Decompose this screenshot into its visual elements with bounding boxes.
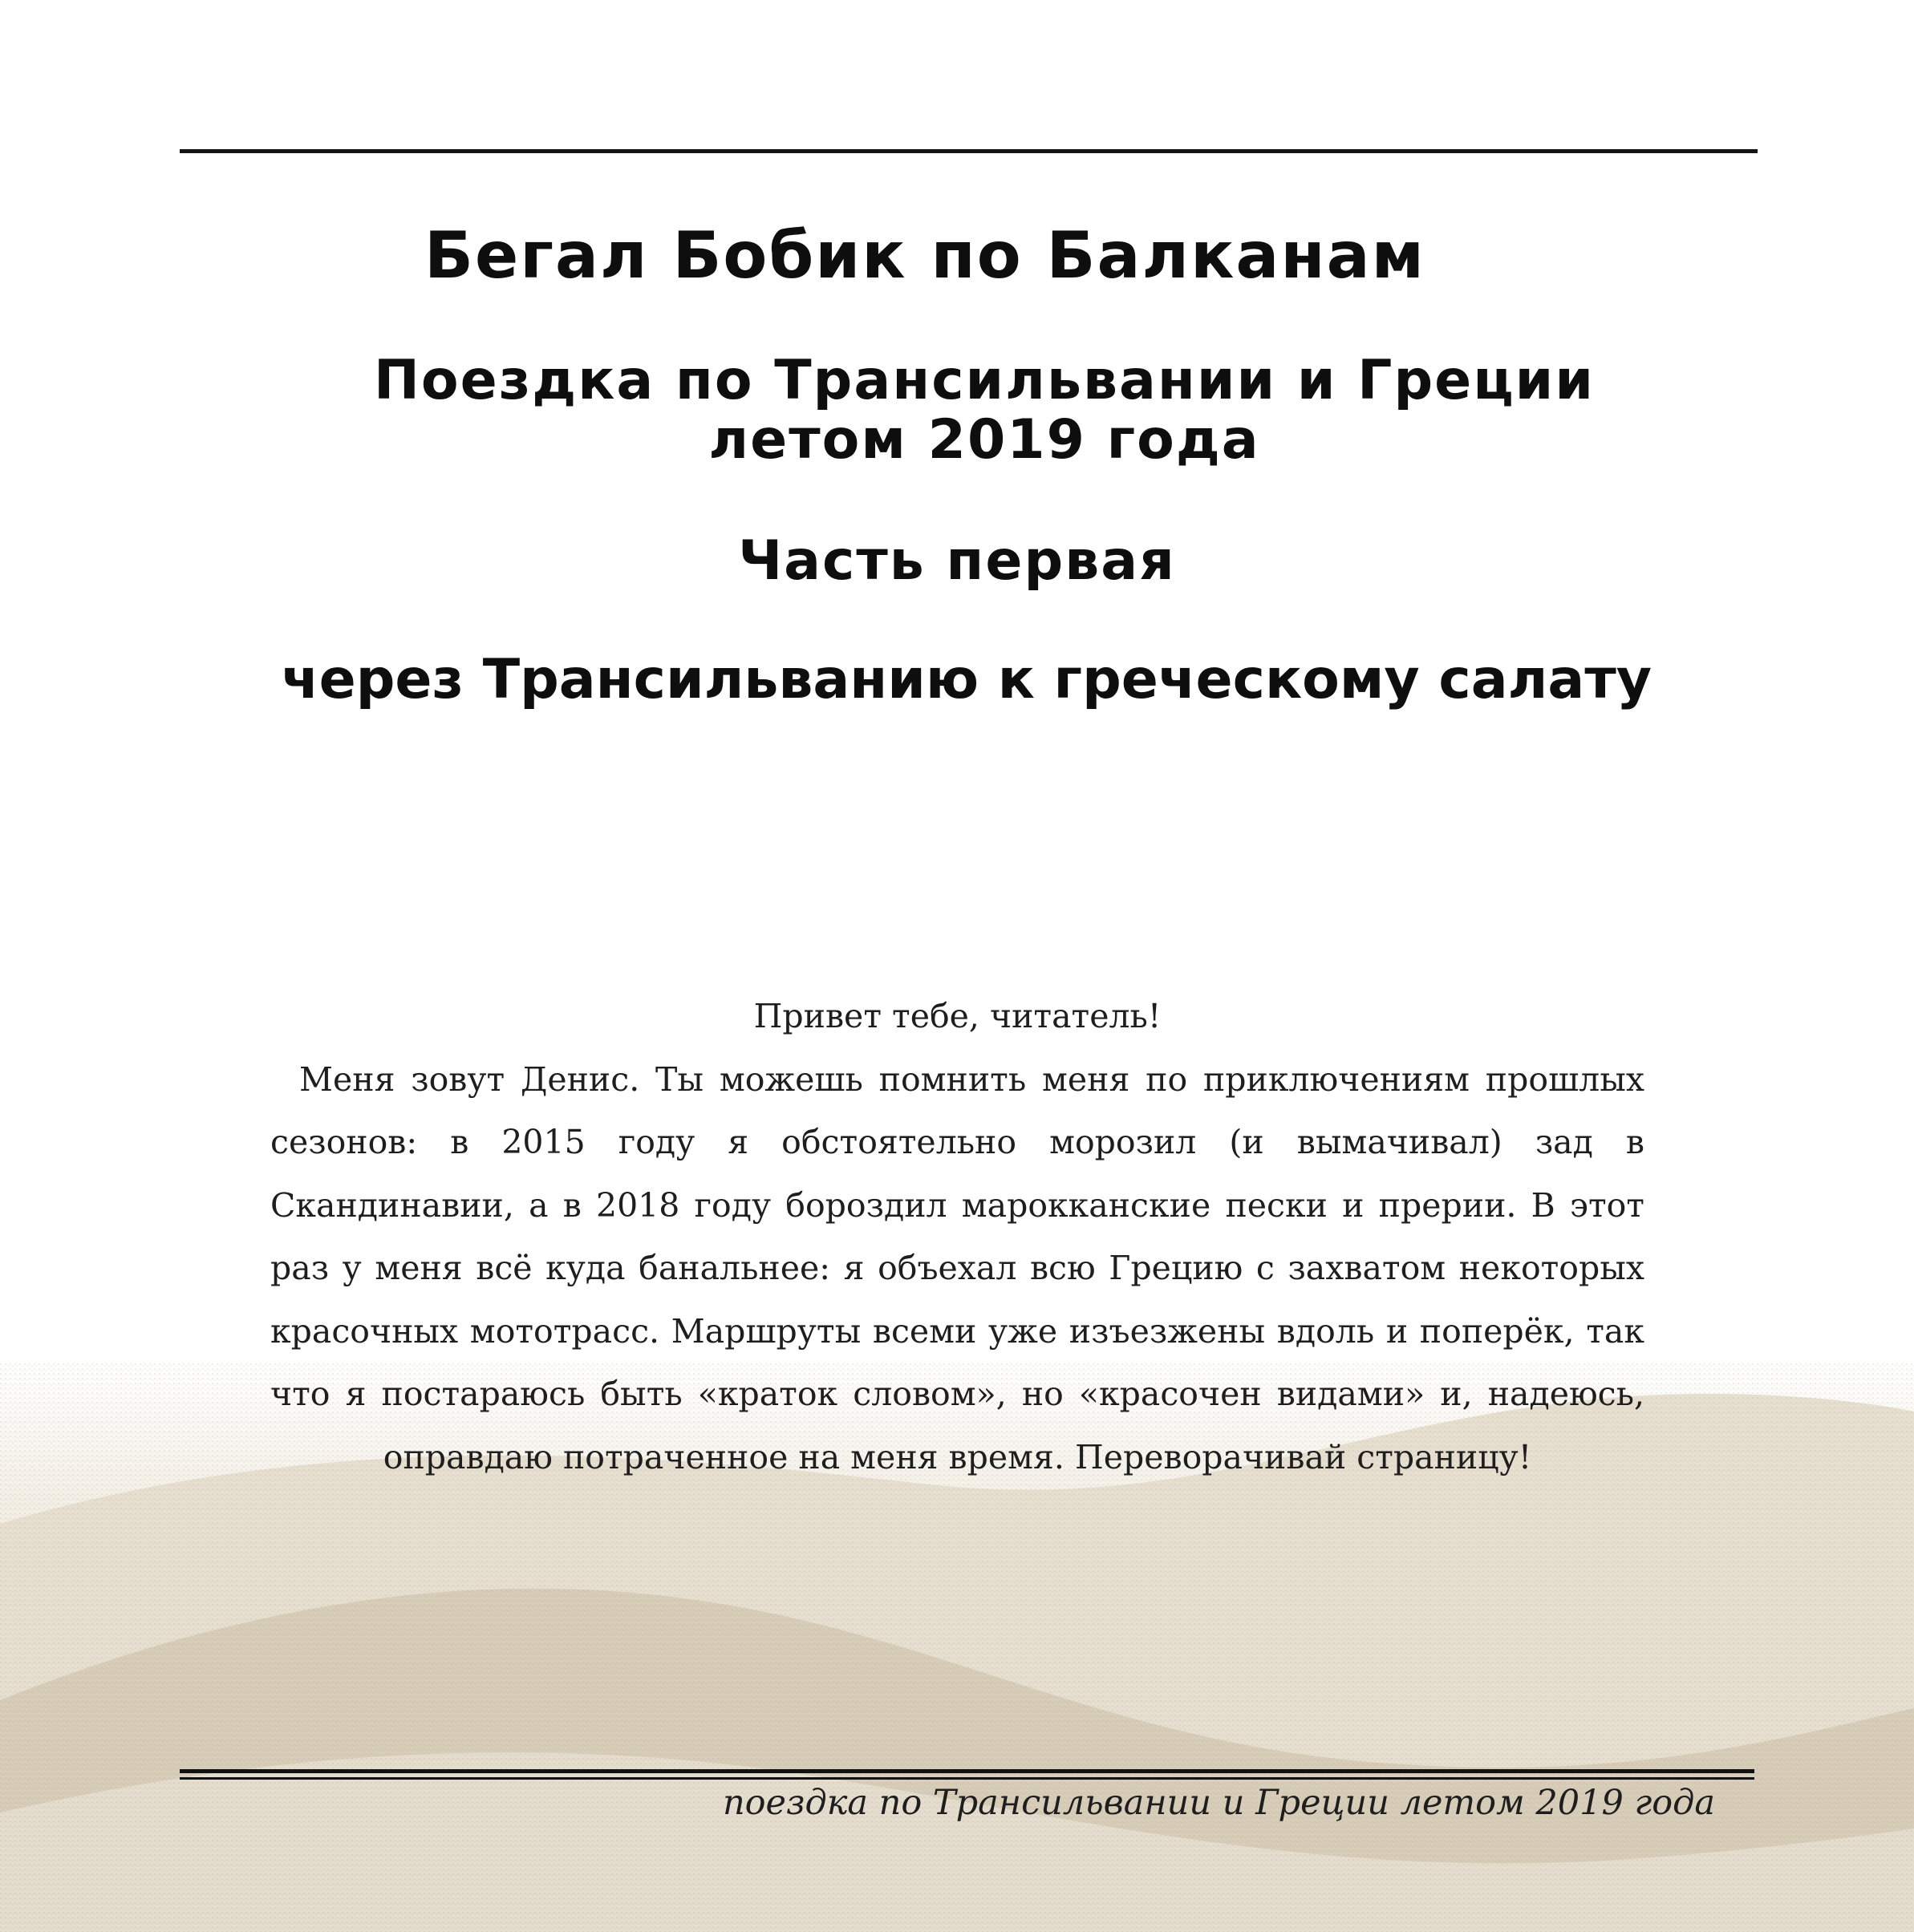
part-heading: Часть первая (738, 529, 1176, 593)
running-footer: поездка по Трансильвании и Греции летом 2019 года (722, 1783, 1715, 1823)
top-rule (180, 149, 1758, 153)
part-subtitle: через Трансильванию к греческому салату (281, 648, 1652, 711)
footer-rule-thick (180, 1769, 1754, 1773)
subtitle-line-1: Поездка по Трансильвании и Греции (374, 349, 1595, 412)
book-subtitle (27, 351, 1914, 470)
footer-rule-thin (180, 1777, 1754, 1780)
intro-text-block (270, 985, 1644, 1488)
intro-paragraph: Меня зовут Денис. Ты можешь помнить меня по приключениям прошлых сезонов: в 2015 году я обстоятельно морозил (и вымачивал) зад в Скандинавии, а в 2018 году бороздил марокканские пески и прерии. В этот раз у меня всё куда банальнее: я объехал всю Грецию с захватом некоторых красочных мототрасс. Маршруты всеми уже изъезжены вдоль и поперёк, так что я постараюсь быть «краток словом», но «красочен видами» и, надеюсь, оправдаю потраченное на меня время. Переворачивай страницу! (270, 1059, 1644, 1476)
greeting: Привет тебе, читатель! (753, 997, 1162, 1035)
subtitle-line-2: летом 2019 года (708, 408, 1260, 472)
book-title: Бегал Бобик по Балканам (424, 218, 1426, 293)
